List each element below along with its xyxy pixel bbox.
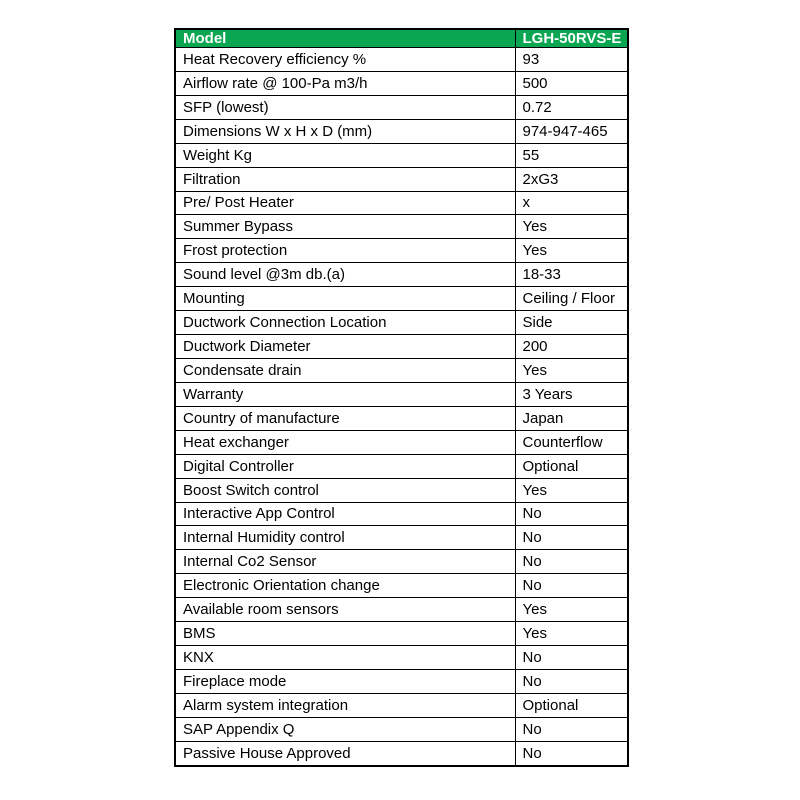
spec-label-cell: Internal Co2 Sensor [175, 550, 515, 574]
spec-label-cell: Internal Humidity control [175, 526, 515, 550]
spec-value-cell: Yes [515, 239, 628, 263]
table-row [175, 406, 628, 430]
table-row [175, 574, 628, 598]
spec-label-cell: Weight Kg [175, 143, 515, 167]
table-row [175, 215, 628, 239]
spec-value-cell: Yes [515, 215, 628, 239]
spec-label-cell: Airflow rate @ 100-Pa m3/h [175, 71, 515, 95]
spec-value-cell: No [515, 526, 628, 550]
table-row [175, 646, 628, 670]
header-row [175, 29, 628, 48]
table-row [175, 239, 628, 263]
spec-value-cell: Optional [515, 454, 628, 478]
spec-value-cell: Yes [515, 358, 628, 382]
spec-value-cell: No [515, 669, 628, 693]
spec-label-cell: Warranty [175, 382, 515, 406]
spec-value-cell: Optional [515, 693, 628, 717]
spec-value-cell: 2xG3 [515, 167, 628, 191]
spec-value-cell: 0.72 [515, 95, 628, 119]
table-row [175, 717, 628, 741]
model-number-header-cell: LGH-50RVS-E [515, 29, 628, 48]
spec-label-cell: Ductwork Diameter [175, 335, 515, 359]
table-row [175, 358, 628, 382]
spec-value-cell: No [515, 502, 628, 526]
model-header-cell: Model [175, 29, 515, 48]
table-row [175, 622, 628, 646]
table-row [175, 143, 628, 167]
table-row [175, 741, 628, 766]
spec-table-body [175, 48, 628, 767]
table-row [175, 693, 628, 717]
table-row [175, 95, 628, 119]
spec-value-cell: No [515, 550, 628, 574]
spec-label-cell: Available room sensors [175, 598, 515, 622]
table-row [175, 526, 628, 550]
spec-value-cell: Yes [515, 598, 628, 622]
spec-label-cell: Sound level @3m db.(a) [175, 263, 515, 287]
spec-label-cell: Summer Bypass [175, 215, 515, 239]
spec-label-cell: KNX [175, 646, 515, 670]
spec-label-cell: Filtration [175, 167, 515, 191]
spec-label-cell: Heat exchanger [175, 430, 515, 454]
spec-value-cell: 18-33 [515, 263, 628, 287]
spec-value-cell: No [515, 574, 628, 598]
spec-value-cell: Ceiling / Floor [515, 287, 628, 311]
spec-label-cell: Alarm system integration [175, 693, 515, 717]
table-row [175, 382, 628, 406]
table-row [175, 263, 628, 287]
spec-label-cell: Country of manufacture [175, 406, 515, 430]
spec-value-cell: Counterflow [515, 430, 628, 454]
spec-value-cell: 93 [515, 48, 628, 72]
spec-value-cell: 200 [515, 335, 628, 359]
spec-label-cell: Heat Recovery efficiency % [175, 48, 515, 72]
spec-label-cell: Digital Controller [175, 454, 515, 478]
spec-value-cell: No [515, 741, 628, 766]
spec-label-cell: Boost Switch control [175, 478, 515, 502]
table-row [175, 550, 628, 574]
table-row [175, 191, 628, 215]
table-row [175, 287, 628, 311]
spec-label-cell: SAP Appendix Q [175, 717, 515, 741]
table-row [175, 48, 628, 72]
spec-label-cell: Passive House Approved [175, 741, 515, 766]
table-row [175, 335, 628, 359]
spec-label-cell: Interactive App Control [175, 502, 515, 526]
table-row [175, 311, 628, 335]
spec-value-cell: No [515, 646, 628, 670]
spec-label-cell: Electronic Orientation change [175, 574, 515, 598]
spec-value-cell: 500 [515, 71, 628, 95]
spec-value-cell: Japan [515, 406, 628, 430]
spec-table [174, 28, 629, 767]
spec-value-cell: 55 [515, 143, 628, 167]
table-row [175, 167, 628, 191]
table-row [175, 71, 628, 95]
spec-value-cell: No [515, 717, 628, 741]
spec-label-cell: SFP (lowest) [175, 95, 515, 119]
table-row [175, 502, 628, 526]
spec-value-cell: 3 Years [515, 382, 628, 406]
table-row [175, 478, 628, 502]
table-row [175, 454, 628, 478]
spec-label-cell: Pre/ Post Heater [175, 191, 515, 215]
spec-value-cell: Yes [515, 478, 628, 502]
table-row [175, 119, 628, 143]
spec-label-cell: Mounting [175, 287, 515, 311]
spec-label-cell: BMS [175, 622, 515, 646]
table-row [175, 598, 628, 622]
spec-label-cell: Frost protection [175, 239, 515, 263]
spec-label-cell: Fireplace mode [175, 669, 515, 693]
spec-value-cell: 974-947-465 [515, 119, 628, 143]
spec-label-cell: Dimensions W x H x D (mm) [175, 119, 515, 143]
spec-value-cell: x [515, 191, 628, 215]
spec-value-cell: Side [515, 311, 628, 335]
table-row [175, 430, 628, 454]
spec-value-cell: Yes [515, 622, 628, 646]
spec-label-cell: Ductwork Connection Location [175, 311, 515, 335]
table-row [175, 669, 628, 693]
spec-label-cell: Condensate drain [175, 358, 515, 382]
